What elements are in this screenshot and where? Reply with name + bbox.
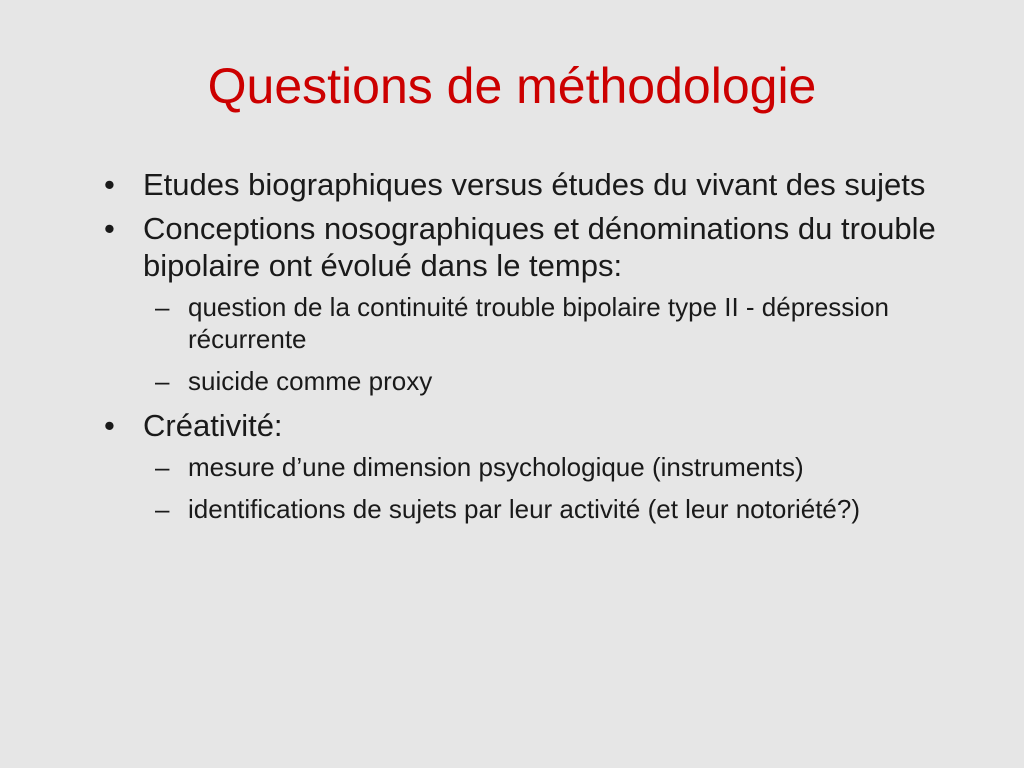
sub-item-text: suicide comme proxy — [188, 366, 433, 396]
bullet-text: Créativité: — [143, 408, 283, 443]
dash-icon: – — [155, 452, 170, 482]
bullet-item-creativity — [102, 407, 972, 444]
bullet-item-nosographic-conceptions — [102, 210, 972, 284]
bullet-text: Etudes biographiques versus études du vivant des sujets — [143, 167, 926, 202]
sub-list-creativity — [102, 451, 972, 525]
sub-item-psychological-measure — [102, 451, 972, 483]
bullet-text: Conceptions nosographiques et dénominations du trouble bipolaire ont évolué dans le temps: — [143, 211, 936, 283]
sub-item-identification-by-activity — [102, 493, 972, 525]
dash-icon: – — [155, 366, 170, 396]
dash-icon: – — [155, 292, 170, 322]
bullet-item-biographical-studies — [102, 166, 972, 203]
dash-icon: – — [155, 494, 170, 524]
bullet-icon: • — [104, 167, 115, 202]
sub-item-suicide-proxy — [102, 365, 972, 397]
sub-item-continuity-question — [102, 291, 972, 355]
bullet-list — [102, 166, 972, 535]
sub-item-text: question de la continuité trouble bipolaire type II - dépression récurrente — [188, 292, 889, 354]
bullet-icon: • — [104, 211, 115, 246]
sub-list-nosographic — [102, 291, 972, 397]
sub-item-text: identifications de sujets par leur activité (et leur notoriété?) — [188, 494, 861, 524]
bullet-icon: • — [104, 408, 115, 443]
slide-title: Questions de méthodologie — [207, 58, 817, 114]
sub-item-text: mesure d’une dimension psychologique (instruments) — [188, 452, 804, 482]
